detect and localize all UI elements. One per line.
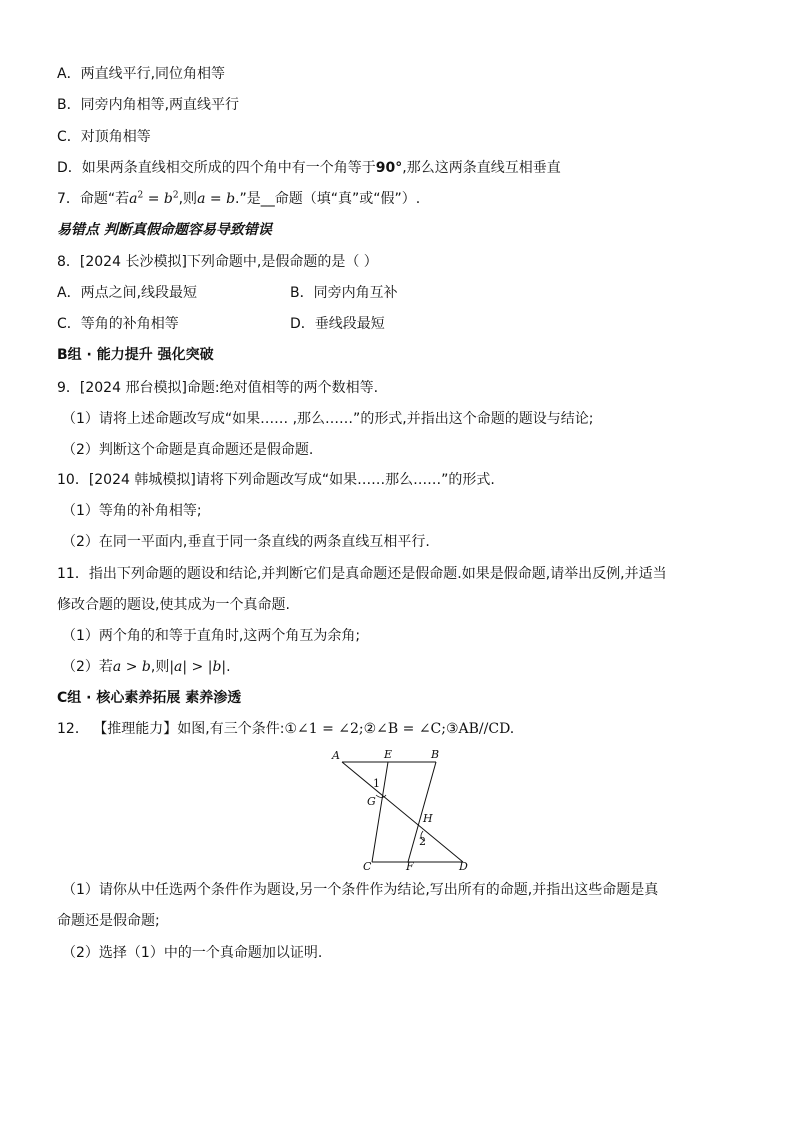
q8-option-d: D．垂线段最短 bbox=[290, 316, 385, 332]
q12-condition-3: ③AB//CD. bbox=[445, 721, 515, 737]
q7-mid: ,则 bbox=[178, 191, 198, 207]
label-D: D bbox=[459, 860, 468, 873]
q12-condition-2: ②∠B = ∠C; bbox=[363, 721, 446, 737]
q8-option-a: A．两点之间,线段最短 bbox=[57, 285, 198, 301]
q11-part-2-pre: （2）若 bbox=[62, 659, 113, 675]
q11-stem-line-2: 修改合题的题设,使其成为一个真命题. bbox=[57, 597, 290, 613]
q6-option-a: A．两直线平行,同位角相等 bbox=[57, 66, 226, 82]
group-b-header: B组 · 能力提升 强化突破 bbox=[57, 347, 214, 363]
q12-stem bbox=[57, 719, 514, 739]
q6-option-b: B．同旁内角相等,两直线平行 bbox=[57, 97, 240, 113]
q7-b: b bbox=[226, 191, 236, 207]
segment-AD bbox=[342, 762, 463, 862]
label-B: B bbox=[431, 748, 440, 761]
q10-stem: 10．[2024 韩城模拟]请将下列命题改写成“如果……那么……”的形式. bbox=[57, 472, 495, 488]
q9-part-1: （1）请将上述命题改写成“如果…… ,那么……”的形式,并指出这个命题的题设与结论; bbox=[62, 411, 594, 427]
q6-option-d-pre: D．如果两条直线相交所成的四个角中有一个角等于 bbox=[57, 160, 376, 176]
q12-condition-1: ①∠1 = ∠2; bbox=[284, 721, 364, 737]
q10-part-2: （2）在同一平面内,垂直于同一条直线的两条直线互相平行. bbox=[62, 534, 430, 550]
label-angle-1: 1 bbox=[373, 777, 380, 790]
label-F: F bbox=[406, 860, 414, 873]
q7-post: .”是__命题（填“真”或“假”）. bbox=[235, 191, 421, 207]
group-c-header: C组 · 核心素养拓展 素养渗透 bbox=[57, 690, 242, 706]
q7-equals-2: = bbox=[205, 191, 227, 207]
question-7: 7．命题“若$a^2 = b^2$,则a = b.”是__命题（填“真”或“假”）. bbox=[57, 190, 421, 207]
q10-part-1: （1）等角的补角相等; bbox=[62, 503, 202, 519]
label-C: C bbox=[363, 860, 372, 873]
q11-stem-line-1: 11．指出下列命题的题设和结论,并判断它们是真命题还是假命题.如果是假命题,请举出反例,并适当 bbox=[57, 566, 667, 582]
q8-option-b: B．同旁内角互补 bbox=[290, 285, 398, 301]
q11-part-2-post: . bbox=[226, 659, 231, 675]
q11-math-inequality-2: |a| > |b| bbox=[169, 659, 227, 675]
label-angle-2: 2 bbox=[419, 835, 426, 848]
q7-b-squared: b bbox=[163, 191, 173, 207]
mistake-section-header: 易错点 判断真假命题容易导致错误 bbox=[57, 222, 272, 238]
label-H: H bbox=[423, 812, 433, 825]
q12-part-1-line-2: 命题还是假命题; bbox=[57, 913, 160, 929]
q7-pre: 7．命题“若 bbox=[57, 191, 130, 207]
q6-option-d-post: ,那么这两条直线互相垂直 bbox=[402, 160, 561, 176]
q11-math-inequality-1: a > b bbox=[112, 659, 151, 675]
q9-stem: 9．[2024 邢台模拟]命题:绝对值相等的两个数相等. bbox=[57, 380, 379, 396]
q6-option-c: C．对顶角相等 bbox=[57, 129, 151, 145]
q6-option-d bbox=[57, 158, 561, 178]
q9-part-2: （2）判断这个命题是真命题还是假命题. bbox=[62, 442, 314, 458]
q8-options-row-1 bbox=[57, 283, 197, 303]
q12-stem-pre: 12． 【推理能力】如图,有三个条件: bbox=[57, 721, 285, 737]
geometry-figure bbox=[330, 745, 475, 875]
q7-a: a bbox=[197, 191, 206, 207]
label-G: G bbox=[367, 795, 376, 808]
q11-part-1: （1）两个角的和等于直角时,这两个角互为余角; bbox=[62, 628, 361, 644]
q12-part-2: （2）选择（1）中的一个真命题加以证明. bbox=[62, 945, 323, 961]
q7-a-squared: a bbox=[129, 191, 138, 207]
q8-options-row-2 bbox=[57, 314, 179, 334]
q8-stem: 8．[2024 长沙模拟]下列命题中,是假命题的是（ ） bbox=[57, 254, 378, 270]
q11-part-2 bbox=[62, 657, 231, 677]
q7-equals: = bbox=[143, 191, 164, 207]
q12-part-1-line-1: （1）请你从中任选两个条件作为题设,另一个条件作为结论,写出所有的命题,并指出这些命题是真 bbox=[62, 882, 659, 898]
q6-option-d-degree: 90° bbox=[375, 160, 403, 176]
label-E: E bbox=[384, 748, 393, 761]
q11-part-2-mid: ,则 bbox=[150, 659, 170, 675]
label-A: A bbox=[332, 749, 340, 762]
q8-option-c: C．等角的补角相等 bbox=[57, 316, 179, 332]
